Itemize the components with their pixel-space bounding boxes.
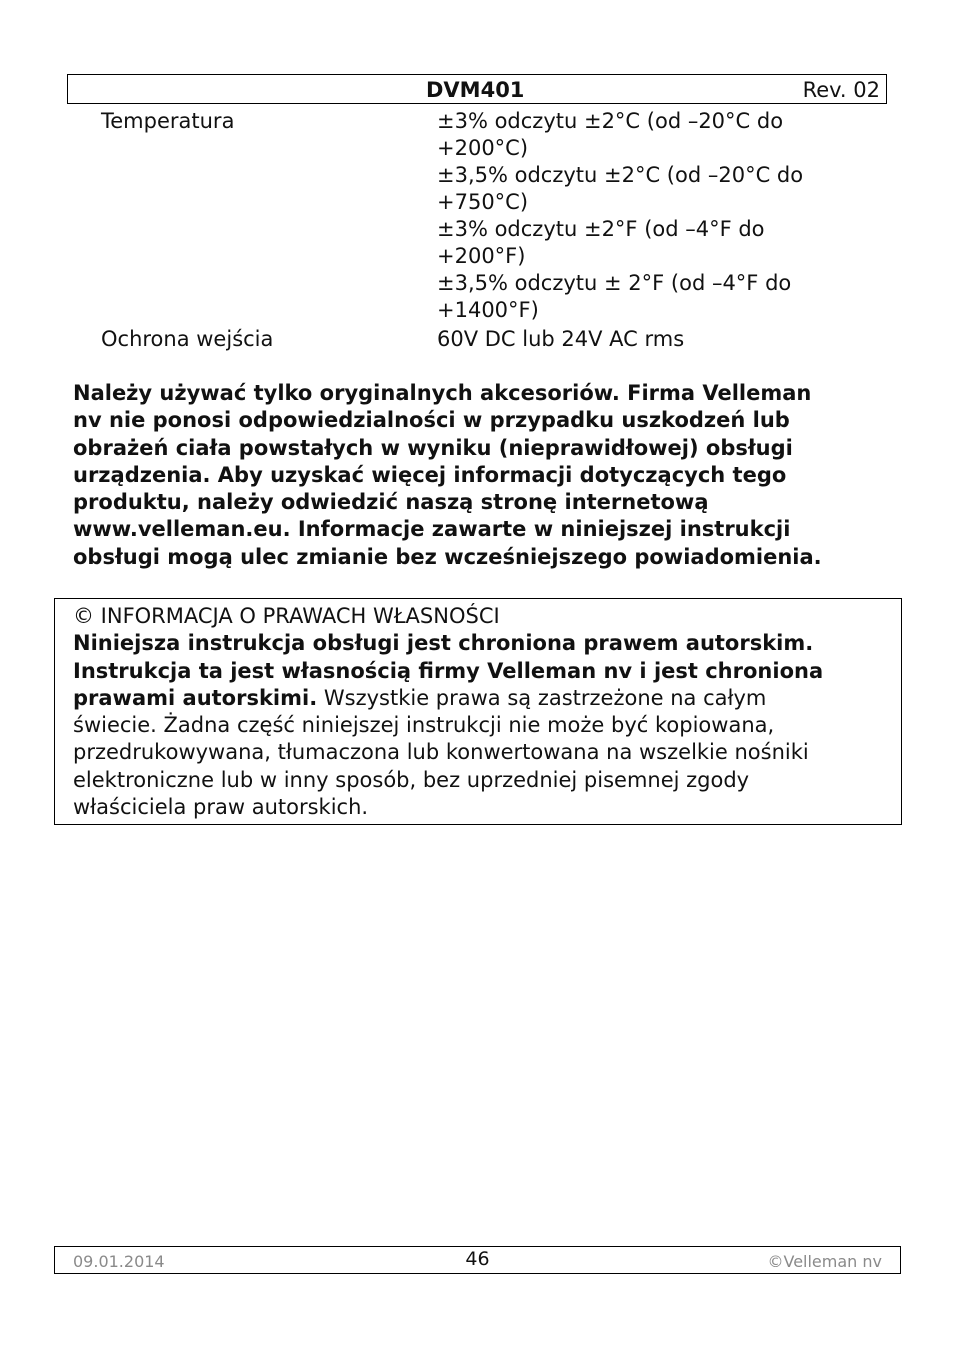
- copyright-title: © INFORMACJA O PRAWACH WŁASNOŚCI: [73, 604, 500, 628]
- spec-value-line: +200°C): [437, 136, 529, 160]
- copyright-line: przedrukowywana, tłumaczona lub konwertowana na wszelkie nośniki: [73, 740, 809, 765]
- notice-line: nv nie ponosi odpowiedzialności w przypadku uszkodzeń lub: [73, 408, 790, 433]
- spec-value-line: 60V DC lub 24V AC rms: [437, 327, 685, 351]
- footer-date: 09.01.2014: [73, 1252, 165, 1271]
- notice-paragraph: [73, 380, 893, 571]
- page-footer: [54, 1246, 901, 1274]
- copyright-line: właściciela praw autorskich.: [73, 795, 369, 820]
- spec-values: [437, 326, 887, 353]
- copyright-bold-line: Niniejsza instrukcja obsługi jest chroniona prawem autorskim.: [73, 631, 814, 656]
- copyright-bold-fragment: prawami autorskimi.: [73, 685, 318, 710]
- spec-value-line: ±3% odczytu ±2°F (od –4°F do: [437, 217, 765, 241]
- copyright-bold-line: Instrukcja ta jest własnością firmy Velleman nv i jest chroniona: [73, 658, 824, 683]
- copyright-mixed-line: [73, 685, 901, 712]
- copyright-line: świecie. Żadna część niniejszej instrukcji nie może być kopiowana,: [73, 713, 775, 738]
- notice-line: produktu, należy odwiedzić naszą stronę internetową: [73, 490, 709, 515]
- spec-value-line: +200°F): [437, 244, 526, 268]
- page-header: [67, 74, 887, 104]
- spec-value-line: ±3% odczytu ±2°C (od –20°C do: [437, 109, 784, 133]
- spec-value-line: +750°C): [437, 190, 529, 214]
- spec-value-line: ±3,5% odczytu ±2°C (od –20°C do: [437, 163, 804, 187]
- notice-line: obsługi mogą ulec zmianie bez wcześniejszego powiadomienia.: [73, 544, 822, 569]
- footer-copyright: ©Velleman nv: [767, 1252, 882, 1271]
- copyright-text-fragment: Wszystkie prawa są zastrzeżone na całym: [317, 685, 767, 710]
- copyright-line: elektroniczne lub w inny sposób, bez uprzedniej pisemnej zgody: [73, 767, 750, 792]
- spec-value-line: ±3,5% odczytu ± 2°F (od –4°F do: [437, 271, 792, 295]
- spec-label: Temperatura: [101, 109, 235, 133]
- revision-label: Rev. 02: [802, 78, 880, 102]
- notice-line: obrażeń ciała powstałych w wyniku (nieprawidłowej) obsługi: [73, 435, 793, 460]
- spec-label: Ochrona wejścia: [101, 327, 274, 351]
- copyright-box: [54, 598, 902, 825]
- model-name: DVM401: [426, 78, 525, 102]
- spec-value-line: +1400°F): [437, 298, 539, 322]
- page-number: 46: [465, 1248, 490, 1270]
- spec-values: [437, 108, 887, 324]
- notice-line: urządzenia. Aby uzyskać więcej informacji dotyczących tego: [73, 462, 787, 487]
- notice-line: Należy używać tylko oryginalnych akcesoriów. Firma Velleman: [73, 381, 812, 405]
- notice-line: www.velleman.eu. Informacje zawarte w niniejszej instrukcji: [73, 517, 791, 542]
